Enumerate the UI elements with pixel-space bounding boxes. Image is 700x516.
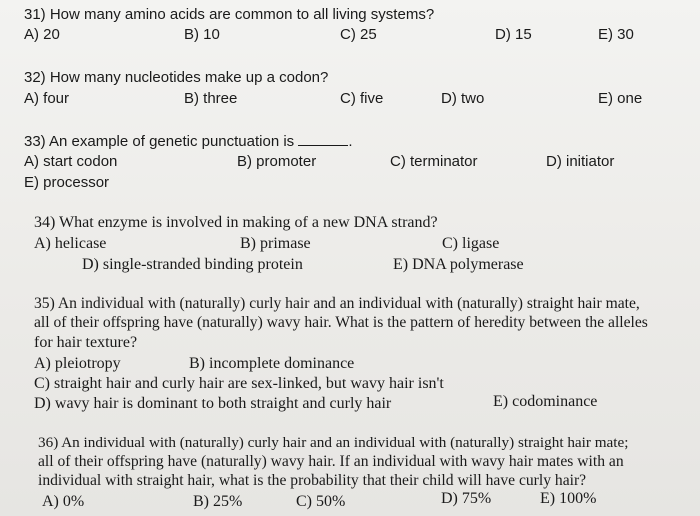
- q33-option-d: D) initiator: [546, 153, 615, 170]
- q35-option-b: B) incomplete dominance: [189, 355, 355, 372]
- q34-option-c: C) ligase: [442, 235, 500, 252]
- question-35-line-2: all of their offspring have (naturally) wavy hair. What is the pattern of heredity between the alleles: [34, 314, 648, 331]
- question-36-line-2: all of their offspring have (naturally) wavy hair. If an individual with wavy hair mates with an: [38, 453, 624, 470]
- q32-option-c: C) five: [340, 90, 384, 107]
- question-33-text: [24, 133, 353, 151]
- q33-option-b: B) promoter: [237, 153, 317, 170]
- question-36-line-3: individual with straight hair, what is the probability that their child will have curly hair?: [38, 472, 587, 489]
- question-35-line-1: 35) An individual with (naturally) curly hair and an individual with (naturally) straight hair mate,: [34, 295, 640, 312]
- q36-option-d: D) 75%: [441, 490, 492, 507]
- answer-blank: [298, 133, 348, 146]
- question-35-line-3: for hair texture?: [34, 334, 138, 351]
- q36-option-c: C) 50%: [296, 493, 346, 510]
- question-31-text: 31) How many amino acids are common to all living systems?: [24, 6, 435, 23]
- q36-option-b: B) 25%: [193, 493, 243, 510]
- q32-option-e: E) one: [598, 90, 643, 107]
- q34-option-a: A) helicase: [34, 235, 107, 252]
- question-33-end: .: [348, 133, 353, 150]
- q31-option-c: C) 25: [340, 26, 377, 43]
- q32-option-a: A) four: [24, 90, 70, 107]
- question-32-text: 32) How many nucleotides make up a codon?: [24, 69, 329, 86]
- q35-option-c: C) straight hair and curly hair are sex-linked, but wavy hair isn't: [34, 375, 444, 392]
- q36-option-a: A) 0%: [42, 493, 85, 510]
- q31-option-b: B) 10: [184, 26, 220, 43]
- q34-option-e: E) DNA polymerase: [393, 256, 524, 273]
- question-33-stem: 33) An example of genetic punctuation is: [24, 133, 295, 150]
- q35-option-d: D) wavy hair is dominant to both straight and curly hair: [34, 395, 392, 412]
- q35-option-e: E) codominance: [493, 393, 598, 410]
- q31-option-e: E) 30: [598, 26, 634, 43]
- q34-option-d: D) single-stranded binding protein: [82, 256, 303, 273]
- q36-option-e: E) 100%: [540, 490, 597, 507]
- q35-option-a: A) pleiotropy: [34, 355, 121, 372]
- q32-option-d: D) two: [441, 90, 485, 107]
- q33-option-e: E) processor: [24, 174, 110, 191]
- q32-option-b: B) three: [184, 90, 238, 107]
- q31-option-a: A) 20: [24, 26, 60, 43]
- q33-option-a: A) start codon: [24, 153, 118, 170]
- question-36-line-1: 36) An individual with (naturally) curly hair and an individual with (naturally) straight hair mate;: [38, 434, 629, 451]
- q34-option-b: B) primase: [240, 235, 311, 252]
- q33-option-c: C) terminator: [390, 153, 478, 170]
- q31-option-d: D) 15: [495, 26, 532, 43]
- question-34-text: 34) What enzyme is involved in making of a new DNA strand?: [34, 214, 438, 231]
